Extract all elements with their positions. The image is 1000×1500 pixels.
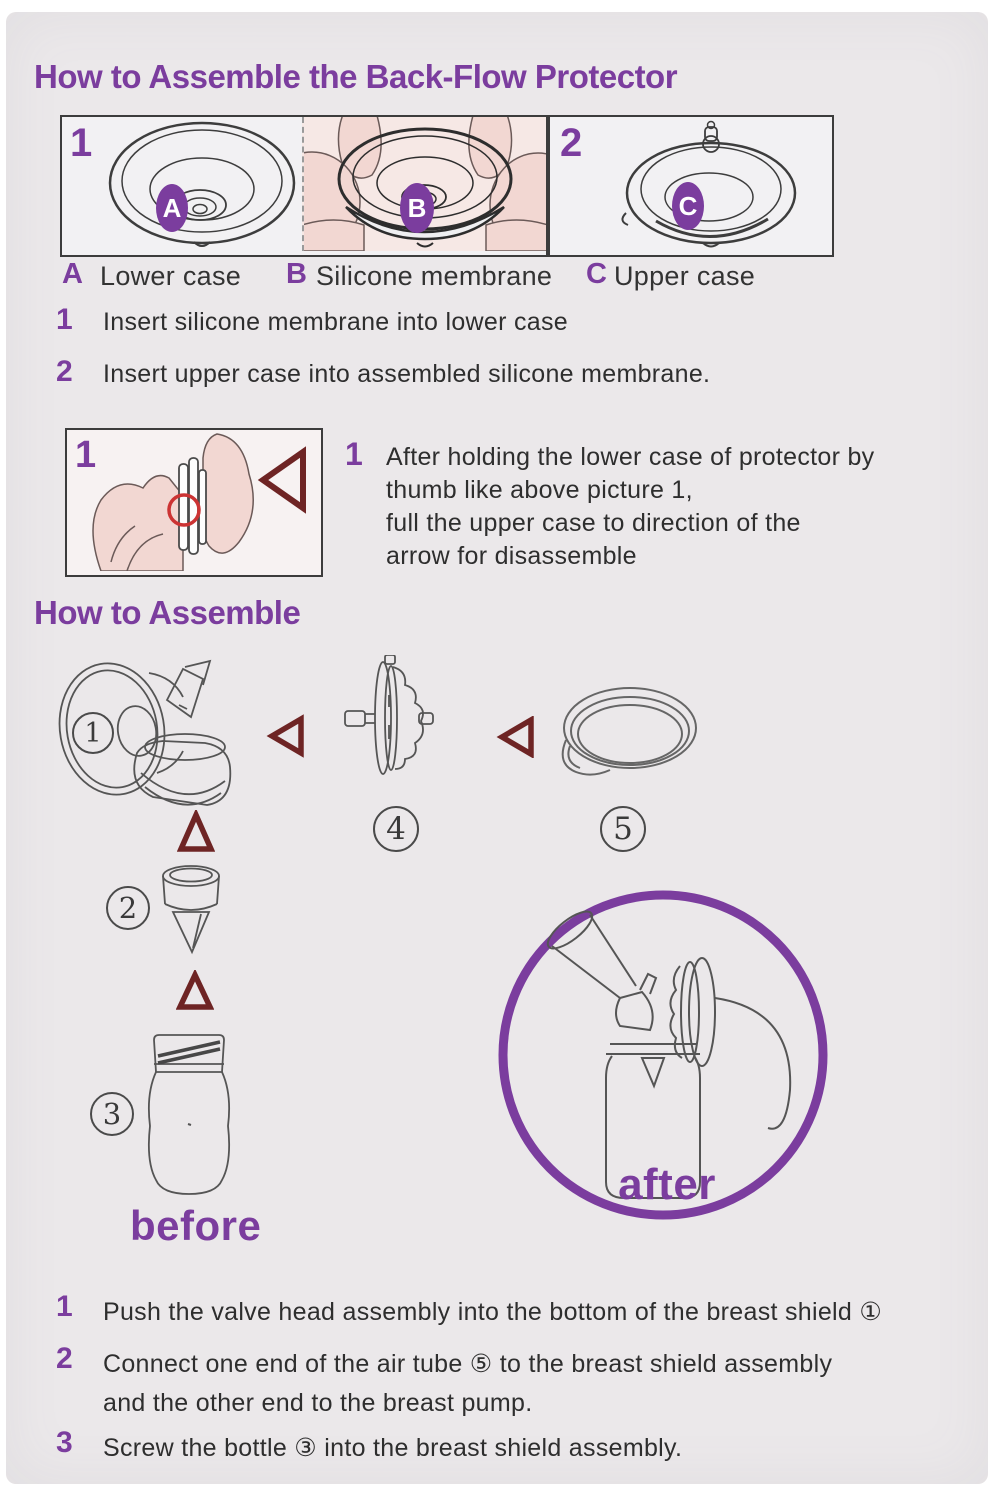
part-1-callout: 1	[72, 712, 114, 754]
disassemble-line-2: thumb like above picture 1,	[386, 476, 693, 504]
assembly-arrow-left-1	[266, 714, 306, 758]
badge-a: A	[156, 184, 188, 232]
final-step-1-text: Push the valve head assembly into the bottom of the breast shield ①	[103, 1298, 883, 1326]
panel-1-number: 1	[70, 121, 93, 165]
disassemble-photo-panel	[65, 428, 323, 577]
bottle-illustration	[138, 1032, 240, 1196]
bottle-drawing	[138, 1032, 240, 1196]
hands-holding-protector-illustration	[67, 430, 321, 571]
part-2-callout: 2	[106, 886, 150, 930]
part-4-callout: 4	[373, 806, 419, 852]
assemble-step-1-text: Insert silicone membrane into lower case	[103, 308, 568, 336]
assemble-step-1-number: 1	[56, 303, 73, 336]
lower-case-drawing	[102, 117, 302, 251]
silicone-membrane-drawing	[302, 117, 546, 251]
part-3-callout: 3	[90, 1092, 134, 1136]
final-step-2-number: 2	[56, 1342, 73, 1375]
legend-name-b: Silicone membrane	[316, 261, 553, 291]
assemble-step-2-text: Insert upper case into assembled silicone membrane.	[103, 360, 711, 388]
lower-case-illustration	[102, 117, 302, 251]
badge-c: C	[672, 182, 704, 230]
silicone-membrane-illustration	[304, 117, 546, 251]
assembly-arrow-up-2	[176, 970, 214, 1012]
disassemble-direction-arrow	[263, 452, 303, 508]
backflow-protector-drawing	[343, 655, 435, 781]
valve-head-drawing	[158, 864, 224, 956]
disassemble-line-4: arrow for disassemble	[386, 542, 637, 570]
photo-panel-1	[60, 115, 548, 257]
assembly-arrow-left-2	[496, 716, 536, 758]
disassemble-panel-number: 1	[75, 434, 97, 476]
before-label: before	[130, 1202, 262, 1249]
assembly-arrow-up-1	[177, 810, 215, 854]
backflow-protector-illustration	[343, 655, 435, 781]
legend-name-a: Lower case	[100, 261, 242, 291]
air-tube-drawing	[552, 682, 702, 784]
badge-b: B	[400, 183, 434, 233]
section-2-title: How to Assemble	[34, 594, 301, 631]
upper-case-illustration	[596, 117, 826, 251]
final-step-2-text-line-1: Connect one end of the air tube ⑤ to the breast shield assembly	[103, 1350, 833, 1378]
disassemble-line-1: After holding the lower case of protector by	[386, 443, 875, 471]
legend-name-c: Upper case	[614, 261, 756, 291]
legend-letter-b: B	[286, 258, 307, 290]
part-5-callout: 5	[600, 806, 646, 852]
valve-head-illustration	[158, 864, 224, 956]
final-step-3-number: 3	[56, 1426, 73, 1459]
final-step-1-number: 1	[56, 1290, 73, 1323]
after-label: after	[618, 1160, 716, 1209]
panel-2-number: 2	[560, 121, 583, 165]
final-step-3-text: Screw the bottle ③ into the breast shield assembly.	[103, 1434, 683, 1462]
assemble-step-2-number: 2	[56, 355, 73, 388]
upper-case-drawing	[596, 117, 826, 251]
final-step-2-text-line-2: and the other end to the breast pump.	[103, 1389, 533, 1417]
legend-letter-c: C	[586, 258, 607, 290]
air-tube-illustration	[552, 682, 702, 784]
disassemble-line-3: full the upper case to direction of the	[386, 509, 801, 537]
legend-letter-a: A	[62, 258, 83, 290]
page-title: How to Assemble the Back-Flow Protector	[34, 58, 678, 95]
disassemble-step-number: 1	[345, 436, 363, 472]
